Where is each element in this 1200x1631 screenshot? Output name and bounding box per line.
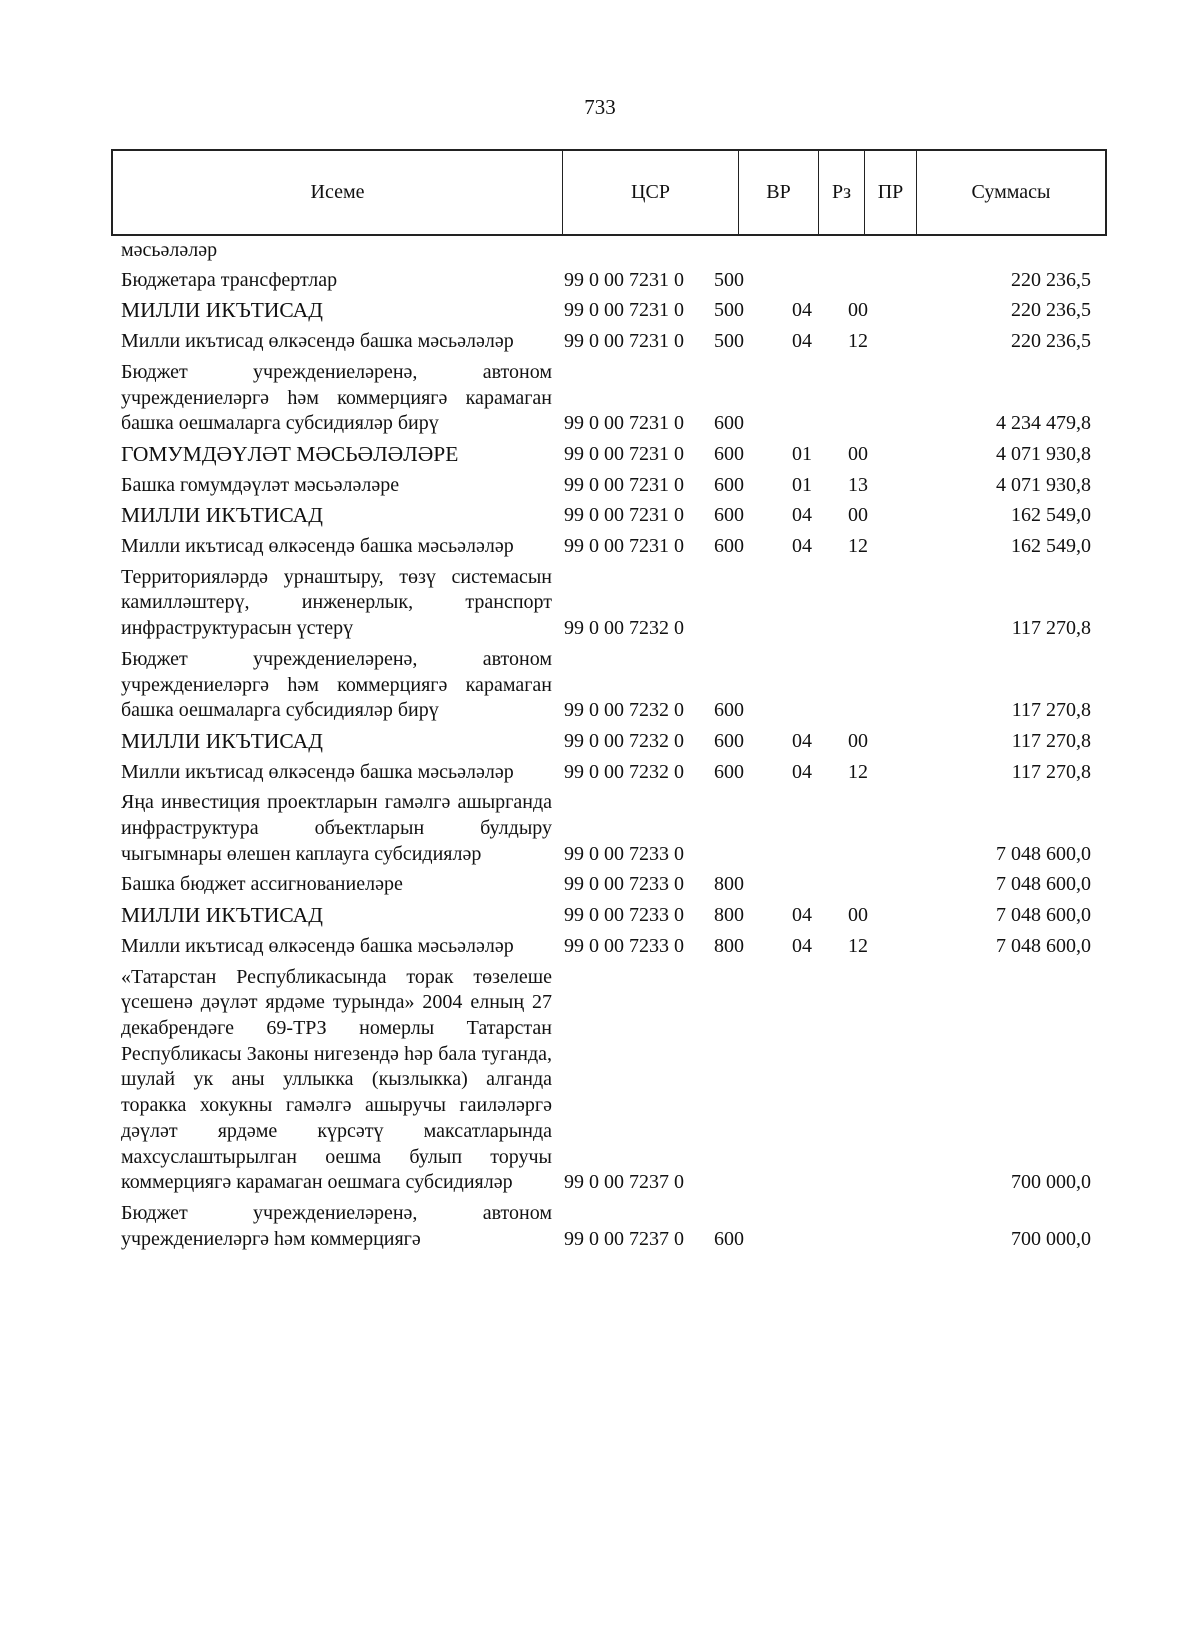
table-row [121,872,1097,898]
cell-sum: 117 270,8 [1011,760,1091,783]
table-row [121,729,1097,755]
table-header [111,149,1107,236]
cell-vr: 600 [714,699,744,722]
table-row [121,268,1097,294]
table-row [121,360,1097,437]
cell-vr: 800 [714,873,744,896]
cell-name: Бюджетара трансфертлар [121,268,338,291]
cell-rz: 04 [792,729,812,752]
cell-csr: 99 0 00 7232 0 [564,760,684,783]
table-row [121,934,1097,960]
cell-vr: 600 [714,535,744,558]
cell-csr: 99 0 00 7232 0 [564,699,684,722]
table-row [121,903,1097,929]
cell-sum: 220 236,5 [1011,330,1091,353]
cell-name: мәсьәләләр [121,239,218,261]
cell-rz: 01 [792,442,812,465]
cell-rz: 04 [792,504,812,527]
cell-vr: 500 [714,268,744,291]
cell-rz: 04 [792,934,812,957]
cell-sum: 7 048 600,0 [996,934,1091,957]
cell-name: Милли икътисад өлкәсендә башка мәсьәләләр [121,934,514,957]
cell-vr: 500 [714,330,744,353]
cell-sum: 4 071 930,8 [996,442,1091,465]
cell-name: МИЛЛИ ИКЪТИСАД [121,903,323,928]
cell-vr: 600 [714,1227,744,1250]
header-vr: ВР [739,151,819,234]
cell-rz: 04 [792,760,812,783]
table-row [121,473,1097,499]
table-row [121,503,1097,529]
cell-csr: 99 0 00 7232 0 [564,617,684,640]
cell-csr: 99 0 00 7233 0 [564,873,684,896]
cell-name: МИЛЛИ ИКЪТИСАД [121,728,323,753]
cell-name: МИЛЛИ ИКЪТИСАД [121,503,323,528]
cell-csr: 99 0 00 7231 0 [564,299,684,322]
cell-vr: 600 [714,412,744,435]
cell-pr: 00 [848,442,868,465]
cell-vr: 500 [714,299,744,322]
cell-vr: 600 [714,504,744,527]
cell-rz: 04 [792,299,812,322]
cell-sum: 7 048 600,0 [996,904,1091,927]
table-row [121,647,1097,724]
cell-sum: 220 236,5 [1011,299,1091,322]
cell-sum: 117 270,8 [1011,729,1091,752]
cell-sum: 700 000,0 [1011,1171,1091,1194]
cell-vr: 600 [714,473,744,496]
cell-name: Территорияләрдә урнаштыру, төзү системасын камилләштерү, инженерлык, транспорт инфраструктурасын үстерү [121,565,552,640]
cell-sum: 117 270,8 [1011,699,1091,722]
cell-rz: 01 [792,473,812,496]
table-row [121,329,1097,355]
cell-name: Башка бюджет ассигнованиеләре [121,873,403,896]
cell-name: МИЛЛИ ИКЪТИСАД [121,298,323,323]
header-sum: Суммасы [971,181,1051,203]
cell-name: Башка гомумдәүләт мәсьәләләре [121,473,400,496]
cell-name: Бюджет учреждениеләренә, автоном учреждениеләргә һәм коммерциягә [121,1201,552,1250]
header-csr: ЦСР [563,151,739,234]
cell-vr: 800 [714,934,744,957]
cell-csr: 99 0 00 7231 0 [564,330,684,353]
cell-sum: 162 549,0 [1011,504,1091,527]
cell-vr: 600 [714,729,744,752]
cell-pr: 12 [848,330,868,353]
cell-csr: 99 0 00 7237 0 [564,1227,684,1250]
cell-sum: 4 234 479,8 [996,412,1091,435]
table-row [121,790,1097,867]
table-row [121,238,1097,264]
header-name: Исеме [113,151,563,234]
cell-csr: 99 0 00 7233 0 [564,904,684,927]
cell-csr: 99 0 00 7231 0 [564,442,684,465]
cell-vr: 800 [714,904,744,927]
cell-name: ГОМУМДӘҮЛӘТ МӘСЬӘЛӘЛӘРЕ [121,441,459,466]
cell-sum: 4 071 930,8 [996,473,1091,496]
cell-csr: 99 0 00 7233 0 [564,842,684,865]
cell-pr: 12 [848,760,868,783]
cell-pr: 12 [848,934,868,957]
cell-name: Милли икътисад өлкәсендә башка мәсьәләләр [121,330,514,353]
cell-csr: 99 0 00 7231 0 [564,473,684,496]
cell-name: Милли икътисад өлкәсендә башка мәсьәләләр [121,760,514,783]
table-row [121,534,1097,560]
table-row [121,760,1097,786]
cell-name: Бюджет учреждениеләренә, автоном учреждениеләргә һәм коммерциягә карамаган башка оешмаларга субсидияләр бирү [121,647,552,722]
cell-pr: 00 [848,504,868,527]
cell-sum: 7 048 600,0 [996,842,1091,865]
cell-sum: 117 270,8 [1011,617,1091,640]
cell-csr: 99 0 00 7233 0 [564,934,684,957]
cell-csr: 99 0 00 7231 0 [564,504,684,527]
cell-name: Милли икътисад өлкәсендә башка мәсьәләләр [121,535,514,558]
cell-csr: 99 0 00 7232 0 [564,729,684,752]
cell-csr: 99 0 00 7237 0 [564,1171,684,1194]
table-row [121,442,1097,468]
table-row [121,565,1097,642]
cell-pr: 00 [848,299,868,322]
cell-pr: 12 [848,535,868,558]
cell-sum: 7 048 600,0 [996,873,1091,896]
cell-name: Бюджет учреждениеләренә, автоном учреждениеләргә һәм коммерциягә карамаган башка оешмаларга субсидияләр бирү [121,360,552,435]
cell-pr: 13 [848,473,868,496]
table-row [121,965,1097,1196]
cell-csr: 99 0 00 7231 0 [564,412,684,435]
cell-csr: 99 0 00 7231 0 [564,268,684,291]
cell-name: Яңа инвестиция проектларын гамәлгә ашырганда инфраструктура объектларын булдыру чыгымнары өлешен каплауга субсидияләр [121,791,552,865]
cell-sum: 700 000,0 [1011,1227,1091,1250]
table-row [121,1201,1097,1252]
cell-csr: 99 0 00 7231 0 [564,535,684,558]
cell-pr: 00 [848,729,868,752]
header-pr: ПР [865,151,917,234]
table-row [121,298,1097,324]
cell-vr: 600 [714,442,744,465]
header-rz: Рз [819,151,865,234]
table-body [121,238,1097,1257]
cell-rz: 04 [792,330,812,353]
cell-sum: 162 549,0 [1011,535,1091,558]
cell-vr: 600 [714,760,744,783]
cell-rz: 04 [792,904,812,927]
cell-rz: 04 [792,535,812,558]
cell-name: «Татарстан Республикасында торак төзелеше үсешенә дәүләт ярдәме турында» 2004 елның 27 декабрендәге 69-ТРЗ номерлы Татарстан Республикасы Законы нигезендә һәр бала туганда, шулай ук аны уллыкка (кызлыкка) алганда торакка хокукны гамәлгә ашыручы гаиләләргә дәүләт ярдәме күрсәтү максатларында махсуслаштырылган оешма булып торучы коммерциягә карамаган оешмага субсидияләр [121,965,552,1194]
cell-sum: 220 236,5 [1011,268,1091,291]
cell-pr: 00 [848,904,868,927]
page-number: 733 [584,95,616,119]
